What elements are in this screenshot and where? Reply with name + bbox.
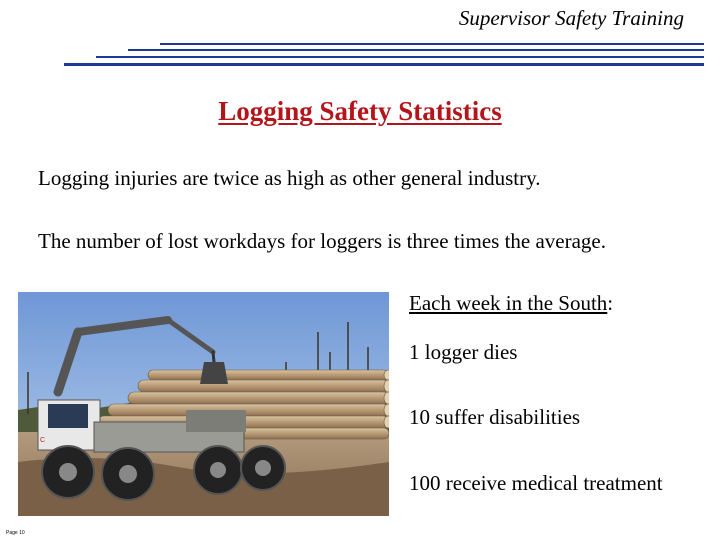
svg-text:C: C [40,437,46,444]
header-rule-bottom [64,63,704,66]
statement-injuries: Logging injuries are twice as high as other general industry. [38,166,541,190]
page-number: Page 10 [6,530,25,536]
statement-lost-workdays: The number of lost workdays for loggers is three times the average. [38,229,606,253]
slide-title [0,96,720,127]
stats-heading-colon: : [607,291,614,315]
slide-title-text: Logging Safety Statistics [218,96,502,126]
header-title: Supervisor Safety Training [458,6,684,30]
header-rule-top-short [128,49,704,51]
header-rule-mid-right [96,56,704,58]
stat-item-medical-treatment: 100 receive medical treatment [409,471,663,495]
stats-heading-label: Each week in the South [409,291,608,315]
stat-item-disabilities: 10 suffer disabilities [409,405,581,429]
log-loader-photo [18,292,389,516]
stat-item-deaths: 1 logger dies [409,340,518,364]
header-rule-top-long [160,43,704,45]
stats-heading [409,291,613,316]
